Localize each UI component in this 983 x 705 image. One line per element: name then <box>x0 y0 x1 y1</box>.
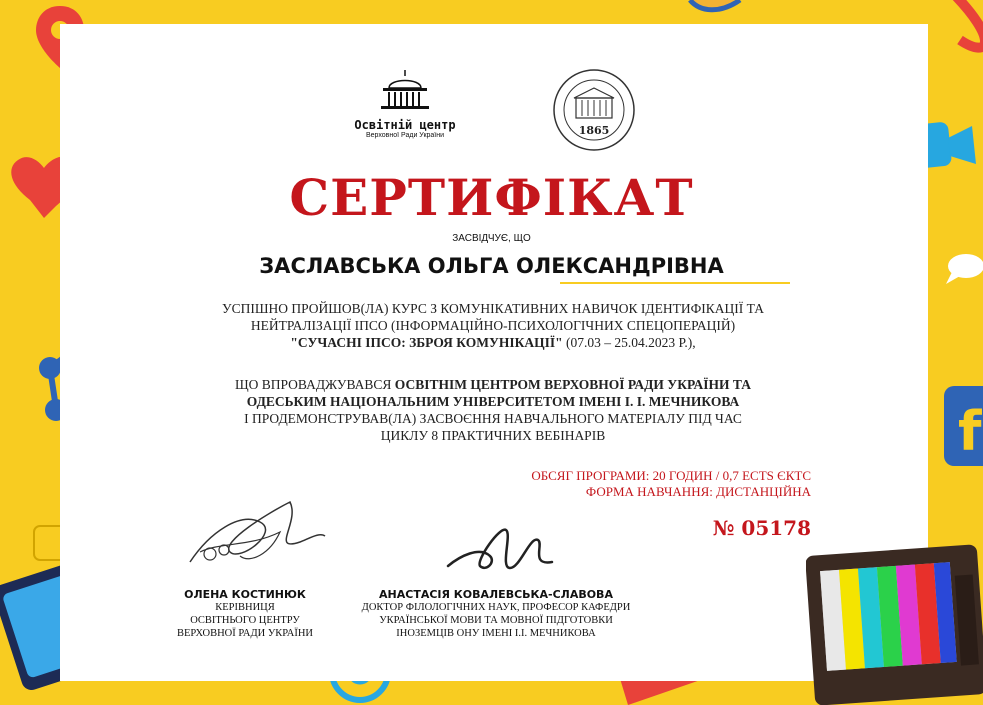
seal-emblem-icon <box>552 68 636 152</box>
signatory-1-line-1: КЕРІВНИЦЯ <box>215 602 275 613</box>
signatory-2-name: АНАСТАСІЯ КОВАЛЕВСЬКА-СЛАВОВА <box>379 588 613 601</box>
signatory-2-line-1: ДОКТОР ФІЛОЛОГІЧНИХ НАУК, ПРОФЕСОР КАФЕДРИ <box>361 602 631 613</box>
seal-year: 1865 <box>578 124 610 137</box>
parliament-dome-icon <box>375 66 435 112</box>
name-underline <box>560 282 790 286</box>
organizer-name-1: ОСВІТНІМ ЦЕНТРОМ ВЕРХОВНОЇ РАДИ УКРАЇНИ ТА <box>394 377 751 392</box>
organizer-lead: ЩО ВПРОВАДЖУВАВСЯ <box>235 377 395 392</box>
signatory-1-line-3: ВЕРХОВНОЇ РАДИ УКРАЇНИ <box>176 628 314 639</box>
retro-tv-icon <box>806 540 983 705</box>
svg-text:f: f <box>958 400 982 463</box>
organizer-line-3: І ПРОДЕМОНСТРУВАВ(ЛА) ЗАСВОЄННЯ НАВЧАЛЬНОГО МАТЕРІАЛУ ПІД ЧАС <box>244 411 742 426</box>
organizer-line-1 <box>150 376 836 393</box>
course-line-2: НЕЙТРАЛІЗАЦІЇ ІПСО (ІНФОРМАЦІЙНО-ПСИХОЛОГІЧНИХ СПЕЦОПЕРАЦІЙ) <box>250 318 736 333</box>
logo-sub-text: Верховної Ради України <box>365 132 445 139</box>
university-seal <box>552 68 636 156</box>
certificate-title: СЕРТИФІКАТ <box>289 168 694 227</box>
program-volume: ОБСЯГ ПРОГРАМИ: 20 ГОДИН / 0,7 ECTS ЄКТС <box>531 468 811 483</box>
certificate-number: № 05178 <box>712 516 811 540</box>
program-info <box>531 468 811 500</box>
organizer-paragraph <box>150 376 836 444</box>
signature-2-image <box>440 516 560 586</box>
certifies-label: ЗАСВІДЧУЄ, ЩО <box>452 233 531 244</box>
course-line-1: УСПІШНО ПРОЙШОВ(ЛА) КУРС З КОМУНІКАТИВНИХ НАВИЧОК ІДЕНТИФІКАЦІЇ ТА <box>222 301 764 316</box>
course-line-3 <box>150 334 836 351</box>
signatory-1-name: ОЛЕНА КОСТИНЮК <box>184 588 306 601</box>
course-dates: (07.03 – 25.04.2023 Р.), <box>562 335 696 350</box>
course-title: "СУЧАСНІ ІПСО: ЗБРОЯ КОМУНІКАЦІЇ" <box>290 335 563 350</box>
logo-brand-text: Освітній центр <box>354 118 456 132</box>
signatory-1 <box>150 588 340 640</box>
signatory-2 <box>326 588 666 640</box>
signature-1-image <box>180 492 330 582</box>
program-form: ФОРМА НАВЧАННЯ: ДИСТАНЦІЙНА <box>585 484 811 499</box>
facebook-icon <box>944 386 983 466</box>
course-paragraph <box>150 300 836 351</box>
signatory-2-line-2: УКРАЇНСЬКОЇ МОВИ ТА МОВНОЇ ПІДГОТОВКИ <box>379 615 613 626</box>
organizer-name-2: ОДЕСЬКИМ НАЦІОНАЛЬНИМ УНІВЕРСИТЕТОМ ІМЕНІ І. І. МЕЧНИКОВА <box>246 394 740 409</box>
education-center-logo <box>330 66 480 139</box>
organizer-line-4: ЦИКЛУ 8 ПРАКТИЧНИХ ВЕБІНАРІВ <box>380 428 606 443</box>
signatory-2-line-3: ІНОЗЕМЦІВ ОНУ ІМЕНІ І.І. МЕЧНИКОВА <box>396 628 596 639</box>
recipient-name: ЗАСЛАВСЬКА ОЛЬГА ОЛЕКСАНДРІВНА <box>259 254 724 278</box>
signatory-1-line-2: ОСВІТНЬОГО ЦЕНТРУ <box>190 615 300 626</box>
